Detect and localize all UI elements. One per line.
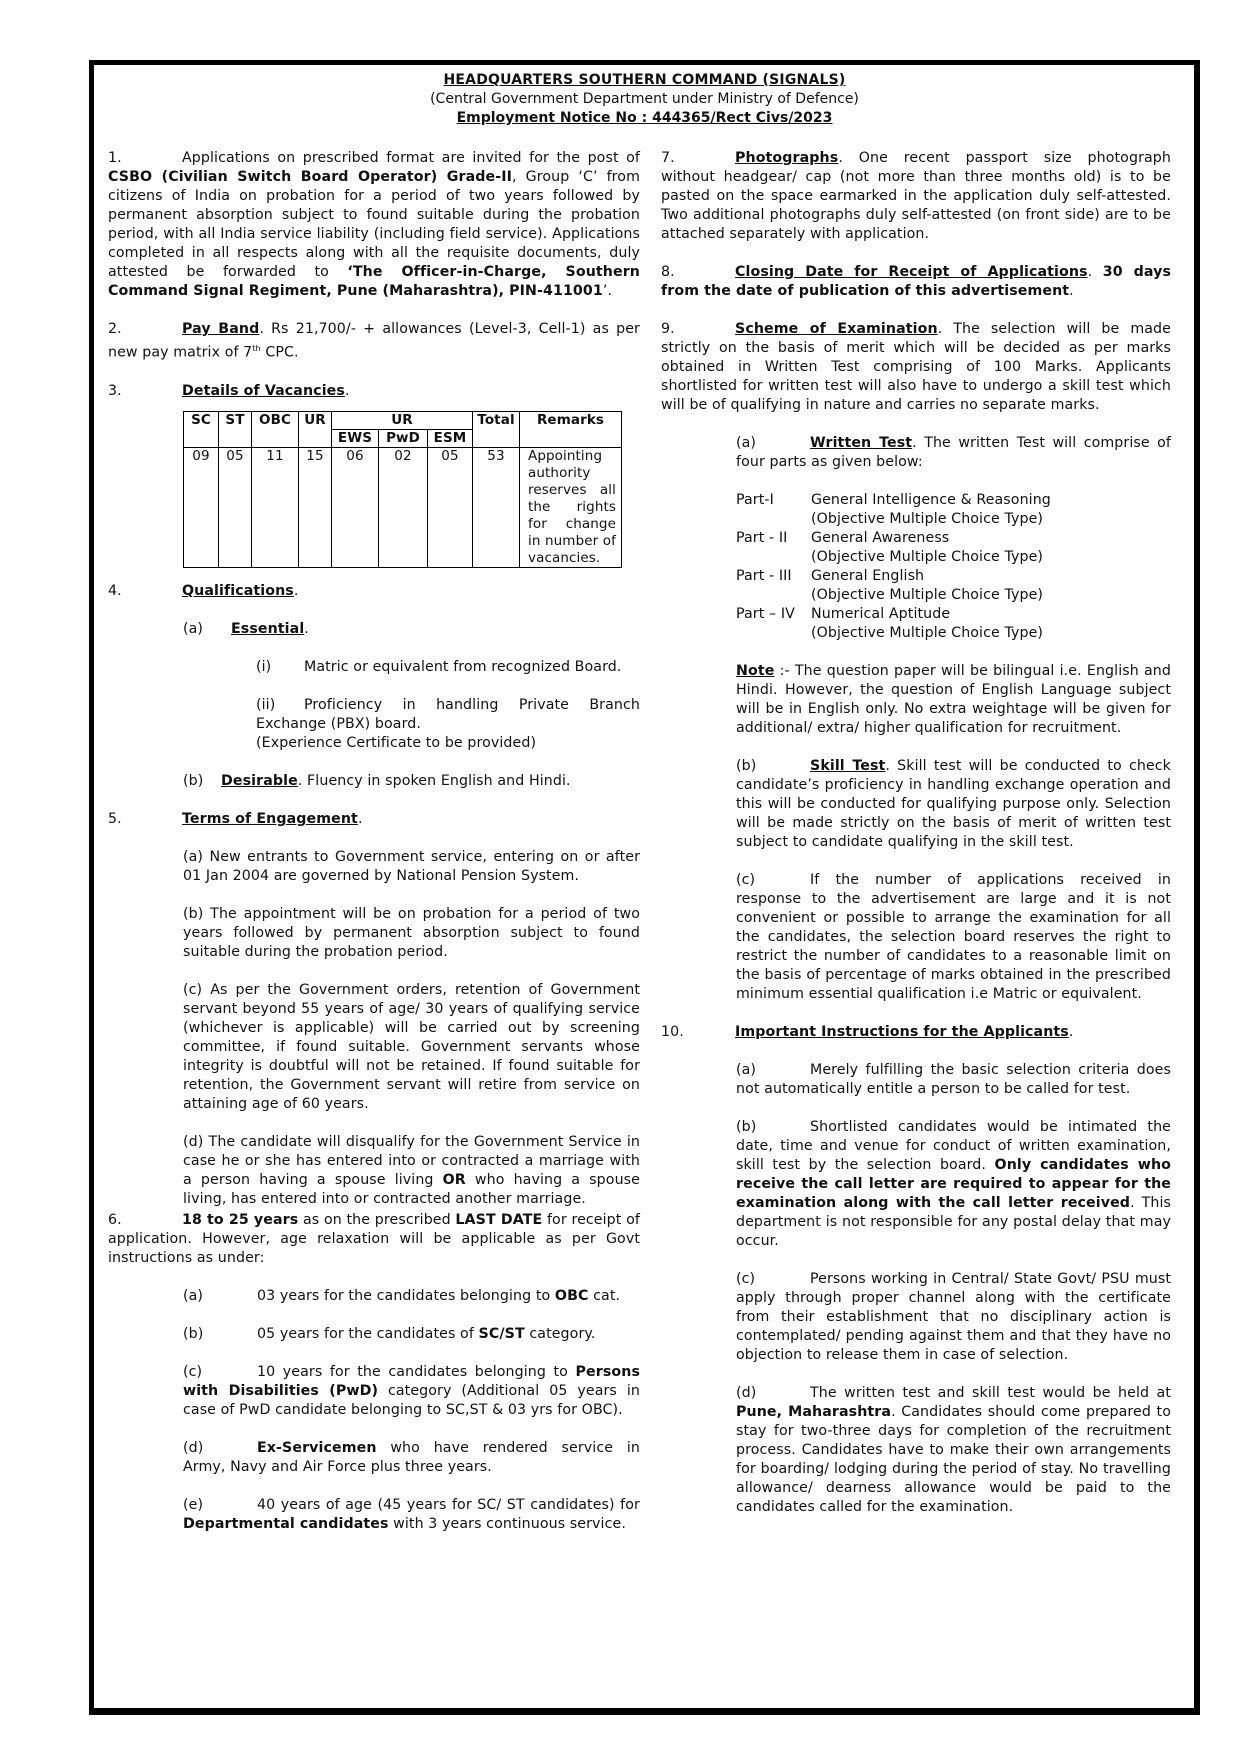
- vacancy-table: SC ST OBC UR UR Total Remarks EWS PwD ESM 09 05 11 15 06 02 05 53 Appointing authority reserves all the rights for change in number of vacancies.: [183, 411, 622, 568]
- section-heading: Qualifications: [182, 582, 294, 599]
- exam-c: (c) If the number of applications received in response to the advertisement are large and it is not convenient or possible to arrange the examination for all the candidates, the selection board reserves the right to restrict the number of candidates to a reasonable limit on the basis of percentage of marks obtained in the prescribed minimum essential qualification i.e Matric or equivalent.: [736, 872, 1171, 1002]
- age-relax-e: (e) 40 years of age (45 years for SC/ ST candidates) for Departmental candidates with 3 years continuous service.: [183, 1496, 640, 1532]
- exam-note: Note :- The question paper will be bilingual i.e. English and Hindi. However, the question of English Language subject will be in English only. No extra weightage will be given for additional/ extra/ higher qualification for recruitment.: [736, 663, 1171, 736]
- section-heading: Scheme of Examination: [735, 321, 938, 337]
- section-9-scheme: 9. Scheme of Examination. The selection will be made strictly on the basis of merit which will be decided as per marks obtained in Written Test comprising of 100 Marks. Applicants shortlisted for written test will also have to undergo a skill test which will be of qualifying in nature and carries no separate marks.: [661, 321, 1171, 413]
- section-2-pay-band: 2. Pay Band. Rs 21,700/- + allowances (Level-3, Cell-1) as per new pay matrix of 7th CPC.: [108, 321, 640, 361]
- essential-i: (i) Matric or equivalent from recognized Board.: [256, 658, 622, 675]
- skill-test: (b) Skill Test. Skill test will be conducted to check candidate’s proficiency in handling exchange operation and this will be conducted for qualifying purpose only. Selection will be made strictly on the basis of merit of written test subject to candidate qualifying in the skill test.: [736, 758, 1171, 850]
- terms-b: (b) The appointment will be on probation for a period of two years followed by permanent absorption subject to found suitable during the probation period.: [183, 905, 640, 960]
- instruction-c: (c) Persons working in Central/ State Govt/ PSU must apply through proper channel along with the certificate from their establishment that no disciplinary action is contemplated/ pending against them and that they have no objection to release them in case of selection.: [736, 1271, 1171, 1363]
- section-5-terms: 5. Terms of Engagement.: [108, 810, 363, 827]
- terms-d: (d) The candidate will disqualify for the Government Service in case he or she has entered into or contracted a marriage with a person having a spouse living OR who having a spouse living, has entered into or contracted another marriage.: [183, 1133, 640, 1207]
- section-1: 1. Applications on prescribed format are invited for the post of CSBO (Civilian Switch Board Operator) Grade-II, Group ‘C’ from citizens of India on probation for a period of two years followed by permanent absorption subject to found suitable during the probation period, with all India service liability (including field service). Applications completed in all respects along with all the requisite documents, duly attested be forwarded to ‘The Officer-in-Charge, Southern Command Signal Regiment, Pune (Maharashtra), PIN-411001’.: [108, 150, 640, 299]
- instruction-b: (b) Shortlisted candidates would be intimated the date, time and venue for conduct of written examination, skill test by the selection board. Only candidates who receive the call letter are required to appear for the examination along with the call letter received. This department is not responsible for any postal delay that may occur.: [736, 1119, 1172, 1249]
- section-3-vacancies: 3. Details of Vacancies.: [108, 382, 350, 399]
- section-heading: Important Instructions for the Applicants: [735, 1024, 1069, 1040]
- exam-parts-list: Part-I General Intelligence & Reasoning (Objective Multiple Choice Type) Part - II General Awareness (Objective Multiple Choice Type) Part - III General English (Objective Multiple Choice Type) Part – IV Numerical Aptitude (Objective Multiple Choice Type): [736, 492, 1051, 641]
- essential-heading: (a) Essential.: [183, 620, 309, 637]
- age-relax-a: (a) 03 years for the candidates belonging to OBC cat.: [183, 1287, 621, 1304]
- age-relax-b: (b) 05 years for the candidates of SC/ST category.: [183, 1325, 596, 1342]
- section-7-photographs: 7. Photographs. One recent passport size photograph without headgear/ cap (not more than three months old) is to be pasted on the space earmarked in the application duly self-attested. Two additional photographs duly self-attested (on front side) are to be attached separately with application.: [661, 150, 1171, 242]
- instruction-d: (d) The written test and skill test would be held at Pune, Maharashtra. Candidates should come prepared to stay for two-three days for completion of the recruitment process. Candidates have to make their own arrangements for boarding/ lodging during the period of stay. No travelling allowance/ dearness allowance would be paid to the candidates called for the examination.: [736, 1385, 1171, 1515]
- org-title: HEADQUARTERS SOUTHERN COMMAND (SIGNALS): [443, 72, 846, 88]
- terms-c: (c) As per the Government orders, retention of Government servant beyond 55 years of age/ 30 years of qualifying service (whichever is applicable) will be carried out by screening committee, if found suitable. Government servants whose integrity is doubtful will not be retained. If found suitable for retention, the Government servant will retire from service on attaining age of 60 years.: [183, 981, 640, 1112]
- age-relax-d: (d) Ex-Servicemen who have rendered service in Army, Navy and Air Force plus three years.: [183, 1439, 640, 1475]
- section-heading: Terms of Engagement: [182, 810, 358, 827]
- section-6-age: 6. 18 to 25 years as on the prescribed LAST DATE for receipt of application. However, age relaxation will be applicable as per Govt instructions as under:: [108, 1211, 640, 1266]
- age-relax-c: (c) 10 years for the candidates belonging to Persons with Disabilities (PwD) category (Additional 05 years in case of PwD candidate belonging to SC,ST & 03 yrs for OBC).: [183, 1363, 640, 1418]
- section-heading: Closing Date for Receipt of Applications: [735, 264, 1088, 280]
- right-column: [661, 149, 1171, 1517]
- section-heading: Photographs: [735, 150, 839, 166]
- terms-a: (a) New entrants to Government service, entering on or after 01 Jan 2004 are governed by National Pension System.: [183, 848, 640, 884]
- written-test: (a) Written Test. The written Test will comprise of four parts as given below:: [736, 435, 1172, 470]
- section-heading: Pay Band: [182, 321, 260, 337]
- left-column: [108, 149, 640, 1534]
- remarks-cell: Appointing authority reserves all the rights for change in number of vacancies.: [520, 447, 622, 567]
- section-10-instructions: 10. Important Instructions for the Applicants.: [661, 1024, 1074, 1040]
- section-heading: Details of Vacancies: [182, 382, 345, 399]
- section-4-qualifications: 4. Qualifications.: [108, 582, 299, 599]
- desirable: (b) Desirable. Fluency in spoken English and Hindi.: [183, 772, 571, 789]
- org-subtitle: (Central Government Department under Ministry of Defence): [430, 91, 859, 107]
- essential-ii: (ii) Proficiency in handling Private Branch Exchange (PBX) board. (Experience Certificate to be provided): [256, 696, 640, 751]
- section-8-closing-date: 8. Closing Date for Receipt of Applications. 30 days from the date of publication of this advertisement.: [661, 264, 1171, 299]
- forwarding-address: ‘The Officer-in-Charge, Southern Command Signal Regiment, Pune (Maharashtra), PIN-411001: [108, 264, 640, 299]
- notice-number: Employment Notice No : 444365/Rect Civs/2023: [456, 110, 833, 126]
- post-name: CSBO (Civilian Switch Board Operator) Grade-II: [108, 169, 512, 185]
- instruction-a: (a) Merely fulfilling the basic selection criteria does not automatically entitle a person to be called for test.: [736, 1062, 1171, 1097]
- table-row: 09 05 11 15 06 02 05 53 Appointing authority reserves all the rights for change in number of vacancies.: [184, 447, 622, 567]
